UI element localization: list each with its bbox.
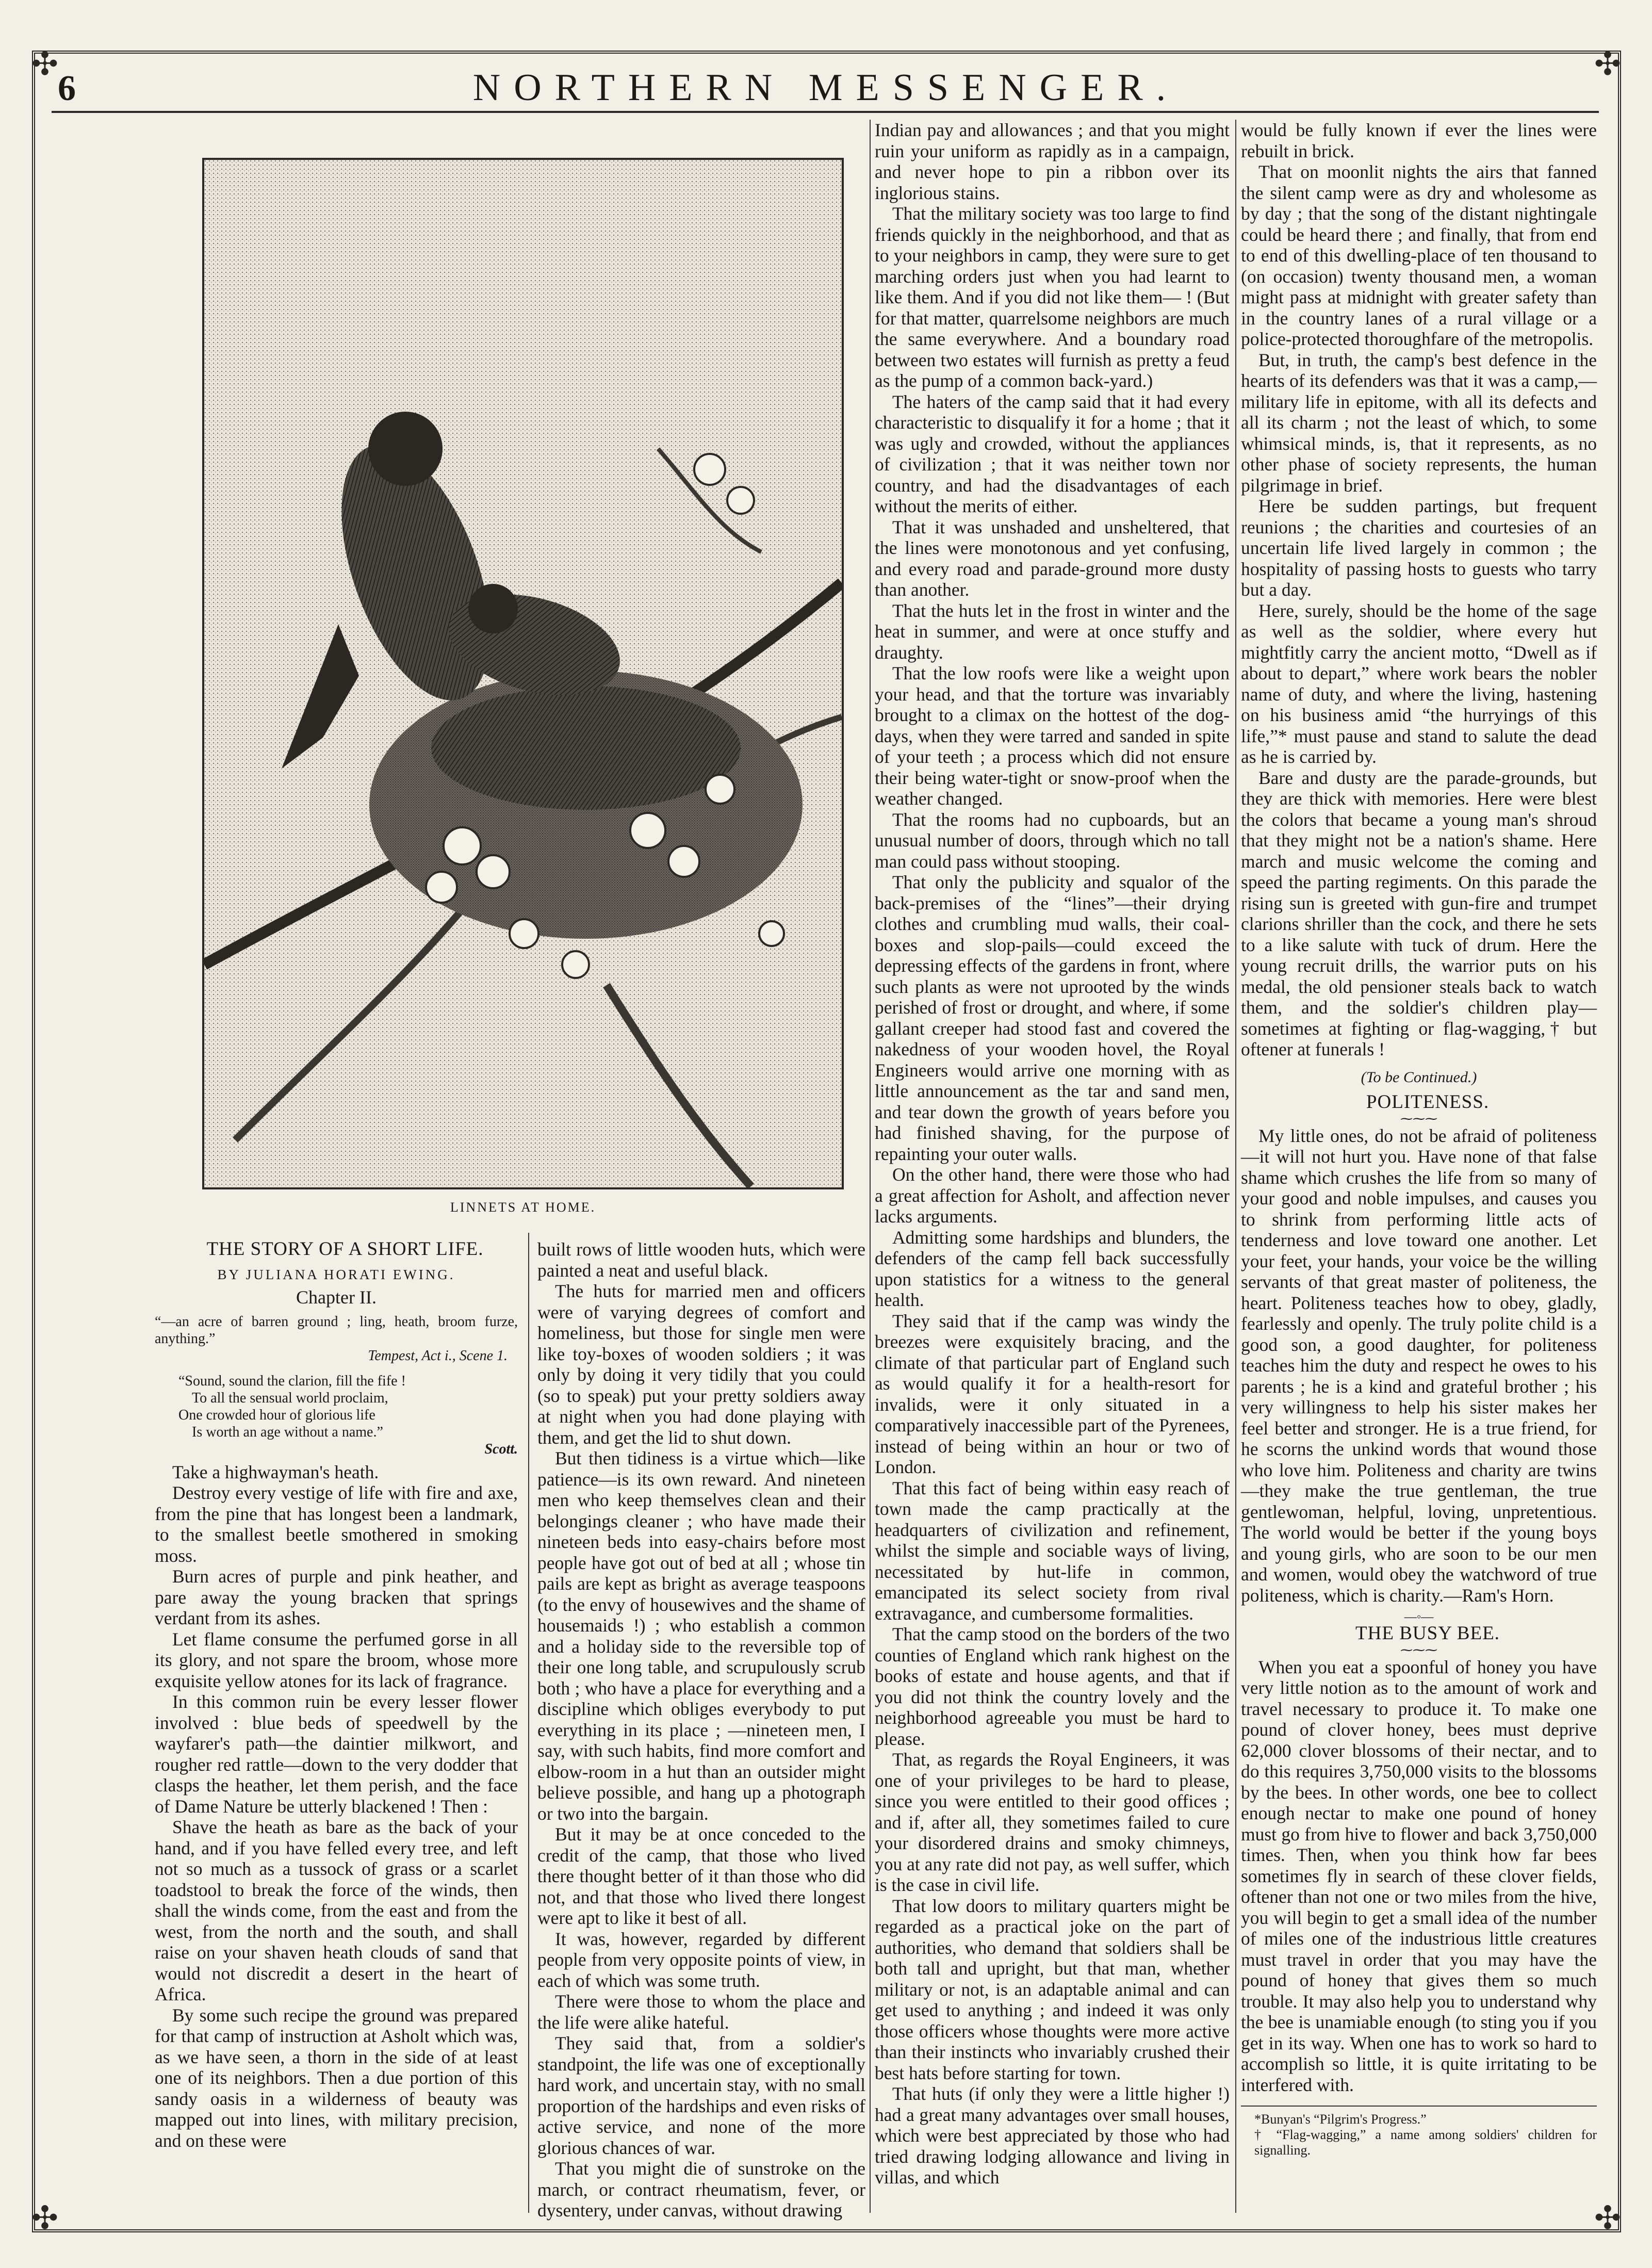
- paragraph: That this fact of being within easy reach of town made the camp practically at the headquarters of civilization and refinement, whilst the simple and sociable ways of living, necessitated by hut-life in common, emancipated its select society from rival extravagance, and cumbersome formalities.: [875, 1477, 1230, 1624]
- to-be-continued: (To be Continued.): [1361, 1068, 1477, 1086]
- verse-quote: [155, 1373, 518, 1458]
- paragraph: That on moonlit nights the airs that fanned the silent camp were as dry and wholesome as by day ; that the song of the distant nightingale could be heard there ; and finally, that from end to end of this dwelling-place of ten thousand to (on occasion) twenty thousand men, a woman might pass at midnight with greater safety than in the country lanes of a rural village or a police-protected thoroughfare of the metropolis.: [1241, 161, 1597, 349]
- illustration-caption: LINNETS AT HOME.: [450, 1200, 596, 1215]
- busy-bee-title: THE BUSY BEE.: [1355, 1623, 1500, 1644]
- paragraph: There were those to whom the place and the life were alike hateful.: [537, 1991, 865, 2033]
- paragraph: That the camp stood on the borders of the two counties of England which rank highest on the books of estate and house agents, and that if you did not think the country lovely and the neighborhood agreeable you must be hard to please.: [875, 1624, 1230, 1749]
- paragraph: Here, surely, should be the home of the sage as well as the soldier, where every hut mightfitly carry the ancient motto, “Dwell as if about to depart,” where work bears the nobler name of duty, and where the living, hastening on his business amid “the hurryings of this life,”* must pause and stand to salute the dead as he is carried by.: [1241, 600, 1597, 767]
- verse-line: To all the sensual world proclaim,: [192, 1390, 388, 1406]
- paragraph: Take a highwayman's heath.: [172, 1461, 379, 1482]
- section-divider-icon: ⁓⁓⁓: [1400, 1112, 1437, 1126]
- linnets-engraving: [202, 158, 844, 1189]
- corner-ornament-icon: ✣: [1594, 2201, 1621, 2236]
- paragraph: That only the publicity and squalor of the back-premises of the “lines”—their drying clothes and crumbling mud walls, their coal-boxes and slop-pails—could exceed the depressing effects of the gardens in front, where such plants as were not uprooted by the winds perished of frost or drought, and where, if some gallant creeper had stood fast and covered the nakedness of your wooden hovel, the Royal Engineers would arrive one morning with as little announcement as the tar and sand men, and tear down the growth of years before you had finished shaving, for the purpose of repainting your outer walls.: [875, 872, 1230, 1164]
- header-rule: [52, 111, 1599, 113]
- politeness-text: My little ones, do not be afraid of politeness—it will not hurt you. Have none of that false shame which crushes the life from so many of your good and noble impulses, and causes you to shrink from performing little acts of tenderness and love toward one another. Let your feet, your hands, your voice be the willing servants of that great master of politeness, the heart. Politeness teaches how to obey, gladly, fearlessly and openly. The truly polite child is a good son, a good daughter, for politeness teaches him the duty and respect he owes to his parents ; he is a kind and grateful brother ; his very willingness to help his sister makes her feel better and stronger. He is a true friend, for he scorns the unkind words that wound those who love him. Politeness and charity are twins —they make the true gentleman, the true gentlewoman, helpful, loving, unpretentious. The world would be better if the young boys and young girls, who are soon to be our men and women, would obey the watchword of true politeness, which is charity.—Ram's Horn.: [1241, 1125, 1597, 1606]
- story-column-2: [537, 1239, 865, 2221]
- verse-line: One crowded hour of glorious life: [178, 1407, 375, 1423]
- paragraph: That the military society was too large to find friends quickly in the neighborhood, and that as to your neighbors in camp, they were sure to get marching orders just when you had learnt to like them. And if you did not like them— ! (But for that matter, quarrelsome neighbors are much the same everywhere. And a boundary road between two estates will furnish as pretty a feud as the pump of a common back-yard.): [875, 203, 1230, 391]
- paragraph: Admitting some hardships and blunders, the defenders of the camp fell back successfully upon statistics for a witness to the general health.: [875, 1227, 1230, 1310]
- paragraph: That, as regards the Royal Engineers, it was one of your privileges to be hard to please, since you were entitled to their good offices ; and if, after all, they sometimes failed to cure your disordered drains and smoky chimneys, you at any rate did not pay, as well suffer, which is the case in civil life.: [875, 1749, 1230, 1895]
- paragraph: built rows of little wooden huts, which were painted a neat and useful black.: [537, 1239, 865, 1281]
- column-rule: [1235, 120, 1236, 2213]
- paragraph: That huts (if only they were a little higher !) had a great many advantages over small houses, which were best appreciated by those who had tried drawing lodging allowance and living in villas, and which: [875, 2083, 1230, 2188]
- paragraph: That the rooms had no cupboards, but an unusual number of doors, through which no tall man could pass without stooping.: [875, 809, 1230, 872]
- paragraph: They said that, from a soldier's standpoint, the life was one of exceptionally hard work, and uncertain stay, with no small proportion of the hardships and even risks of active service, and none of the more glorious chances of war.: [537, 2033, 865, 2158]
- masthead: NORTHERN MESSENGER.: [472, 67, 1180, 109]
- section-divider-icon: —◦—: [1404, 1610, 1434, 1624]
- verse-line: “Sound, sound the clarion, fill the fife !: [178, 1373, 406, 1389]
- paragraph: The huts for married men and officers were of varying degrees of comfort and homeliness, but those for single men were like toy-boxes of wooden soldiers ; it was only by doing it very tidily that you could (so to speak) put your pretty soldiers away at night when you had done playing with them, and get the lid to shut down.: [537, 1281, 865, 1448]
- footnote: † “Flag-wagging,” a name among soldiers' children for signalling.: [1254, 2127, 1597, 2158]
- story-title: THE STORY OF A SHORT LIFE.: [206, 1238, 484, 1260]
- paragraph: In this common ruin be every lesser flower involved : blue beds of speedwell by the wayfarer's path—the daintier milkwort, and rougher red rattle—down to the very dodder that clasps the heather, let them perish, and the face of Dame Nature be utterly blackened ! Then :: [155, 1691, 518, 1817]
- paragraph: Shave the heath as bare as the back of your hand, and if you have felled every tree, and left not so much as a tussock of grass or a scarlet toadstool to break the force of the winds, then shall the winds come, from the east and from the west, from the north and the south, and shall raise on your shaven heath clouds of sand that would not discredit a desert in the heart of Africa.: [155, 1817, 518, 2004]
- page-number: 6: [58, 69, 76, 108]
- paragraph: They said that if the camp was windy the breezes were exquisitely bracing, and the climate of that particular part of England such as would qualify it for a health-resort for invalids, were it only situated in a comparatively inaccessible part of the Pyrenees, instead of being within an hour or two of London.: [875, 1310, 1230, 1477]
- paragraph: That it was unshaded and unsheltered, that the lines were monotonous and yet confusing, and every road and parade-ground more dusty than another.: [875, 516, 1230, 600]
- paragraph: But, in truth, the camp's best defence in the hearts of its defenders was that it was a camp,—military life in epitome, with all its defects and all its charm ; not the least of which, to some whimsical minds, is, that it represents, as no other phase of society represents, the human pilgrimage in brief.: [1241, 349, 1597, 496]
- section-divider-icon: ⁓⁓⁓: [1400, 1643, 1437, 1657]
- story-column-3: [875, 120, 1230, 2188]
- epigraph-citation: Tempest, Act i., Scene 1.: [368, 1347, 508, 1364]
- column-rule: [528, 1233, 529, 2213]
- epigraph-quote: “—an acre of barren ground ; ling, heath, broom furze, anything.”: [155, 1313, 518, 1347]
- corner-ornament-icon: ✣: [31, 47, 58, 82]
- paragraph: That the low roofs were like a weight upon your head, and that the torture was invariably brought to a climax on the hottest of the dog-days, when they were tarred and sanded in spite of your teeth ; a process which did not ensure their being water-tight or snow-proof when the weather changed.: [875, 663, 1230, 809]
- bird-nest-illustration: [204, 160, 842, 1187]
- paragraph: Here be sudden partings, but frequent reunions ; the charities and courtesies of an uncertain life lived largely in common ; the hospitality of passing hosts to guests who tarry but a day.: [1241, 496, 1597, 600]
- paragraph: But it may be at once conceded to the credit of the camp, that those who lived there thought better of it than those who did not, and that those who lived there longest were apt to like it best of all.: [537, 1824, 865, 1928]
- footnotes: [1241, 2106, 1597, 2158]
- paragraph: would be fully known if ever the lines were rebuilt in brick.: [1241, 120, 1597, 161]
- paragraph: That you might die of sunstroke on the march, or contract rheumatism, fever, or dysentery, under canvas, without drawing: [537, 2158, 865, 2221]
- politeness-title: POLITENESS.: [1366, 1091, 1490, 1113]
- paragraph: Destroy every vestige of life with fire and axe, from the pine that has longest been a landmark, to the smallest beetle smothered in smoking moss.: [155, 1482, 518, 1566]
- footnote: *Bunyan's “Pilgrim's Progress.”: [1254, 2112, 1427, 2127]
- story-chapter: Chapter II.: [296, 1287, 377, 1308]
- paragraph: That low doors to military quarters might be regarded as a practical joke on the part of authorities, who demand that soldiers shall be both tall and upright, but that man, whether military or not, is an adaptable animal and can get used to anything ; and indeed it was only those officers whose thoughts were more active than their instincts who invariably crushed their best hats before starting for town.: [875, 1895, 1230, 2083]
- story-column-4: [1241, 120, 1597, 2158]
- paragraph: By some such recipe the ground was prepared for that camp of instruction at Asholt which was, as we have seen, a thorn in the side of at least one of its neighbors. Then a due portion of this sandy oasis in a wilderness of beauty was mapped out into lines, with military precision, and on these were: [155, 2004, 518, 2151]
- paragraph: But then tidiness is a virtue which—like patience—is its own reward. And nineteen men who keep themselves clean and their belongings cleaner ; who have made their nineteen beds into easy-chairs before most people have got out of bed at all ; whose tin pails are kept as bright as average teaspoons (to the envy of housewives and the shame of housemaids !) ; who establish a common and a holiday side to the reversible top of their one long table, and scrupulously scrub both ; who have a place for everything and a discipline which obliges everybody to put everything in its place ; —nineteen men, I say, with such habits, find more comfort and elbow-room in a hut than an outsider might believe possible, and hang up a photograph or two into the bargain.: [537, 1448, 865, 1824]
- busy-bee-text: When you eat a spoonful of honey you have very little notion as to the amount of work and travel necessary to produce it. To make one pound of clover honey, bees must deprive 62,000 clover blossoms of their nectar, and to do this requires 3,750,000 visits to the blossoms by the bees. In other words, one bee to collect enough nectar to make one pound of honey must go from hive to flower and back 3,750,000 times. Then, when you think how far bees sometimes fly in search of these clover fields, oftener than not one or two miles from the hive, you will begin to get a small idea of the number of miles one of the industrious little creatures must travel in order that you may have the pound of honey that gives them so much trouble. It may also help you to understand why the bee is unamiable enough (to sting you if you get in its way. When one has to work so hard to accomplish so little, it is quite irritating to be interfered with.: [1241, 1656, 1597, 2095]
- paragraph: On the other hand, there were those who had a great affection for Asholt, and affection never lacks arguments.: [875, 1164, 1230, 1227]
- column-rule: [870, 120, 871, 2213]
- paragraph: The haters of the camp said that it had every characteristic to disqualify it for a home ; that it was ugly and crowded, without the appliances of civilization ; that it was neither town nor country, and had the disadvantages of each without the merits of either.: [875, 391, 1230, 516]
- paragraph: That the huts let in the frost in winter and the heat in summer, and were at once stuffy and draughty.: [875, 600, 1230, 663]
- epigraph: [155, 1313, 518, 1364]
- verse-citation: Scott.: [484, 1441, 518, 1457]
- corner-ornament-icon: ✣: [31, 2201, 58, 2236]
- story-byline: BY JULIANA HORATI EWING.: [217, 1266, 455, 1282]
- paragraph: Indian pay and allowances ; and that you might ruin your uniform as rapidly as in a campaign, and never hope to pin a ribbon over its inglorious stains.: [875, 120, 1230, 203]
- paragraph: Let flame consume the perfumed gorse in all its glory, and not spare the broom, whose more exquisite yellow atones for its lack of fragrance.: [155, 1628, 518, 1691]
- paragraph: Burn acres of purple and pink heather, and pare away the young bracken that springs verdant from its ashes.: [155, 1566, 518, 1628]
- paragraph: Bare and dusty are the parade-grounds, but they are thick with memories. Here were blest the colors that became a young man's shroud that they might not be a nation's shame. Here march and music welcome the coming and speed the parting regiments. On this parade the rising sun is greeted with gun-fire and trumpet clarions shriller than the cock, and there he sets to a like salute with tuck of drum. Here the young recruit drills, the warrior puts on his medal, the old pensioner steals back to watch them, and the soldier's children play—sometimes at fighting or flag-wagging,† but oftener at funerals !: [1241, 767, 1597, 1059]
- corner-ornament-icon: ✣: [1594, 47, 1621, 82]
- verse-line: Is worth an age without a name.”: [192, 1424, 383, 1440]
- story-column-1: [155, 1239, 518, 2151]
- paragraph: It was, however, regarded by different people from very opposite points of view, in each of which was some truth.: [537, 1928, 865, 1991]
